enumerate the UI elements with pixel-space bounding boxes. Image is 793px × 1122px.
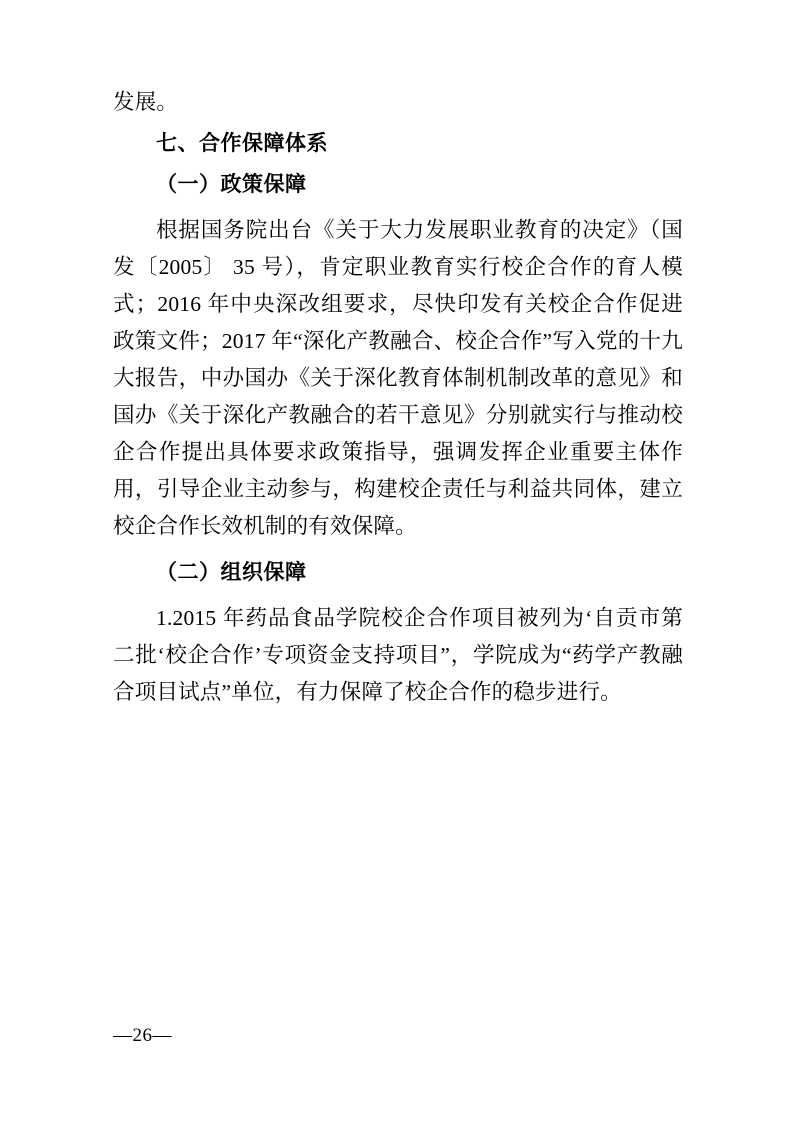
document-body [113, 84, 683, 711]
subsection-heading-two: （二）组织保障 [156, 560, 307, 584]
spacer [113, 203, 683, 212]
continuation-paragraph: 发展。 [113, 90, 179, 114]
organization-guarantee-paragraph: 1.2015 年药品食品学院校企合作项目被列为‘自贡市第二批‘校企合作’专项资金支持项目”，学院成为“药学产教融合项目试点”单位，有力保障了校企合作的稳步进行。 [113, 606, 683, 704]
policy-guarantee-paragraph: 根据国务院出台《关于大力发展职业教育的决定》（国发〔2005〕 35 号），肯定职业教育实行校企合作的育人模式；2016 年中央深改组要求，尽快印发有关校企合作促进政策文件；2017 年“深化产教融合、校企合作”写入党的十九大报告，中办国办《关于深化教育体制机制改革的意见》和国办《关于深化产教融合的若干意见》分别就实行与推动校企合作提出具体要求政策指导，强调发挥企业重要主体作用，引导企业主动参与，构建校企责任与利益共同体，建立校企合作长效机制的有效保障。 [113, 218, 683, 538]
spacer [113, 591, 683, 600]
section-heading-seven: 七、合作保障体系 [156, 131, 328, 155]
subsection-heading-one: （一）政策保障 [156, 172, 307, 196]
page-number: —26— [113, 1025, 172, 1046]
spacer [113, 545, 683, 554]
